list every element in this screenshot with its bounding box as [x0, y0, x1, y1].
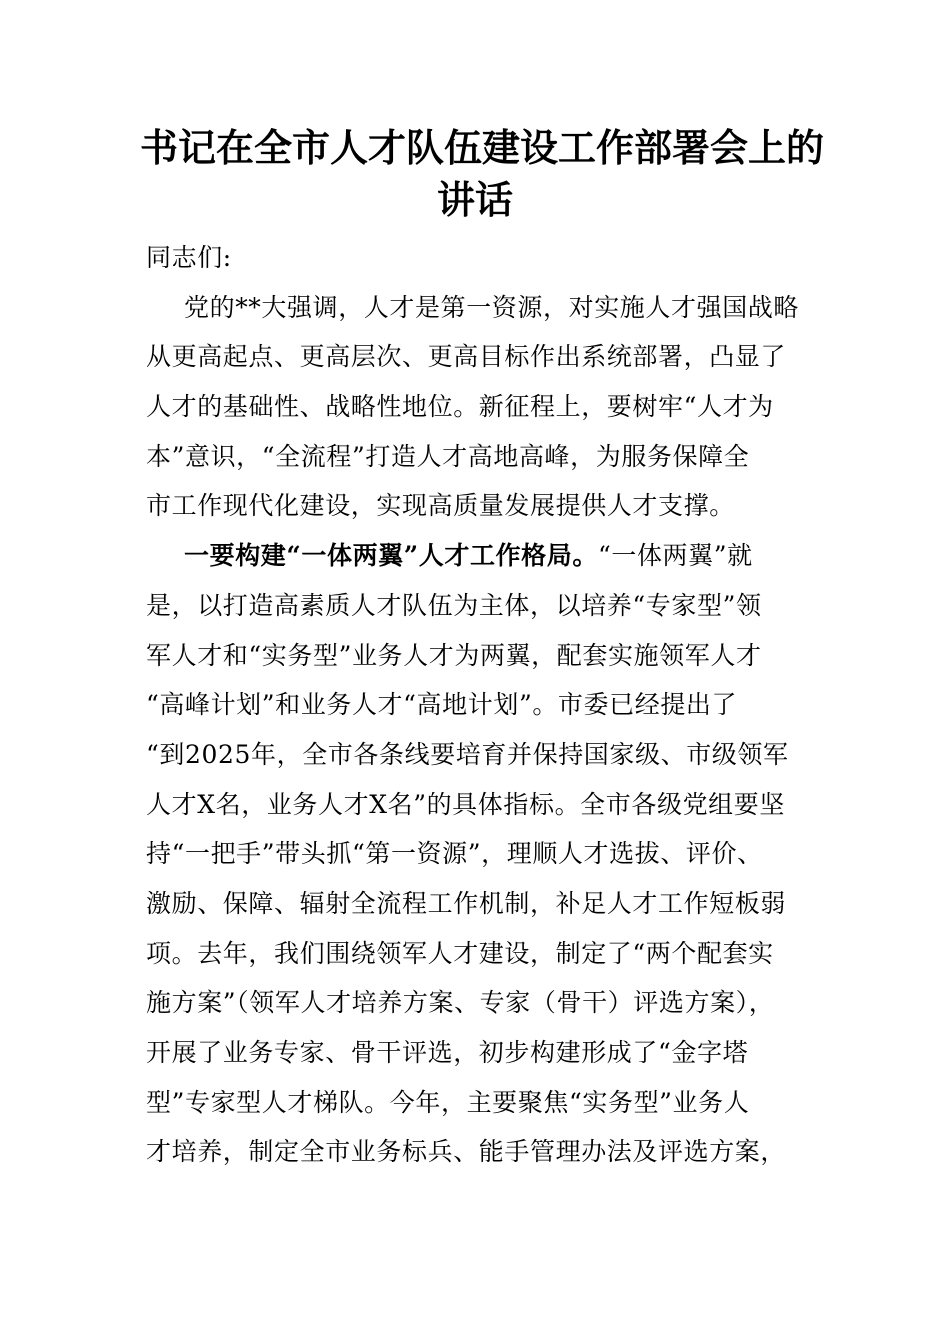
- paragraph-2-line: 开展了业务专家、骨干评选，初步构建形成了“金字塔: [146, 1038, 749, 1067]
- title-line-2: 讲话: [436, 177, 513, 222]
- paragraph-2-first-line: [146, 531, 806, 581]
- paragraph-2-line: 人才X名，业务人才X名”的具体指标。全市各级党组要坚: [146, 789, 785, 819]
- paragraph-2-line: 持“一把手”带头抓“第一资源”，理顺人才选拔、评价、: [146, 839, 763, 869]
- salutation: 同志们:: [146, 243, 232, 272]
- paragraph-2-line: “高峰计划”和业务人才“高地计划”。市委已经提出了: [146, 690, 738, 720]
- paragraph-2: [146, 531, 806, 1177]
- title-line-1: 书记在全市人才队伍建设工作部署会上的: [140, 125, 825, 170]
- paragraph-2-line: 是，以打造高素质人才队伍为主体，以培养“专家型”领: [146, 590, 762, 620]
- paragraph-1-line: 本”意识，“全流程”打造人才高地高峰，为服务保障全: [146, 441, 750, 471]
- paragraph-2-line: 才培养，制定全市业务标兵、能手管理办法及评选方案，: [146, 1137, 787, 1167]
- paragraph-1: [146, 283, 806, 531]
- paragraph-2-line: 项。去年，我们围绕领军人才建设，制定了“两个配套实: [146, 938, 774, 968]
- paragraph-2-line: 军人才和“实务型”业务人才为两翼，配套实施领军人才: [146, 640, 762, 670]
- document-body: [146, 233, 806, 1177]
- paragraph-2-line: “到2025年，全市各条线要培育并保持国家级、市级领军: [146, 739, 789, 769]
- paragraph-2-line: 施方案”（领军人才培养方案、专家（骨干）评选方案），: [146, 988, 775, 1018]
- paragraph-2-line: 激励、保障、辐射全流程工作机制，补足人才工作短板弱: [146, 888, 787, 918]
- paragraph-1-line: 人才的基础性、战略性地位。新征程上，要树牢“人才为: [146, 392, 774, 422]
- paragraph-1-line: 从更高起点、更高层次、更高目标作出系统部署，凸显了: [146, 342, 787, 372]
- paragraph-2-line: 型”专家型人才梯队。今年，主要聚焦“实务型”业务人: [146, 1087, 750, 1117]
- paragraph-1-line: 市工作现代化建设，实现高质量发展提供人才支撑。: [146, 491, 735, 521]
- paragraph-2-heading: 一要构建“一体两翼”人才工作格局。: [184, 541, 598, 571]
- paragraph-2-first-rest: “一体两翼”就: [597, 541, 753, 571]
- paragraph-1-line: 党的**大强调，人才是第一资源，对实施人才强国战略: [184, 292, 800, 322]
- document-title: [140, 122, 825, 226]
